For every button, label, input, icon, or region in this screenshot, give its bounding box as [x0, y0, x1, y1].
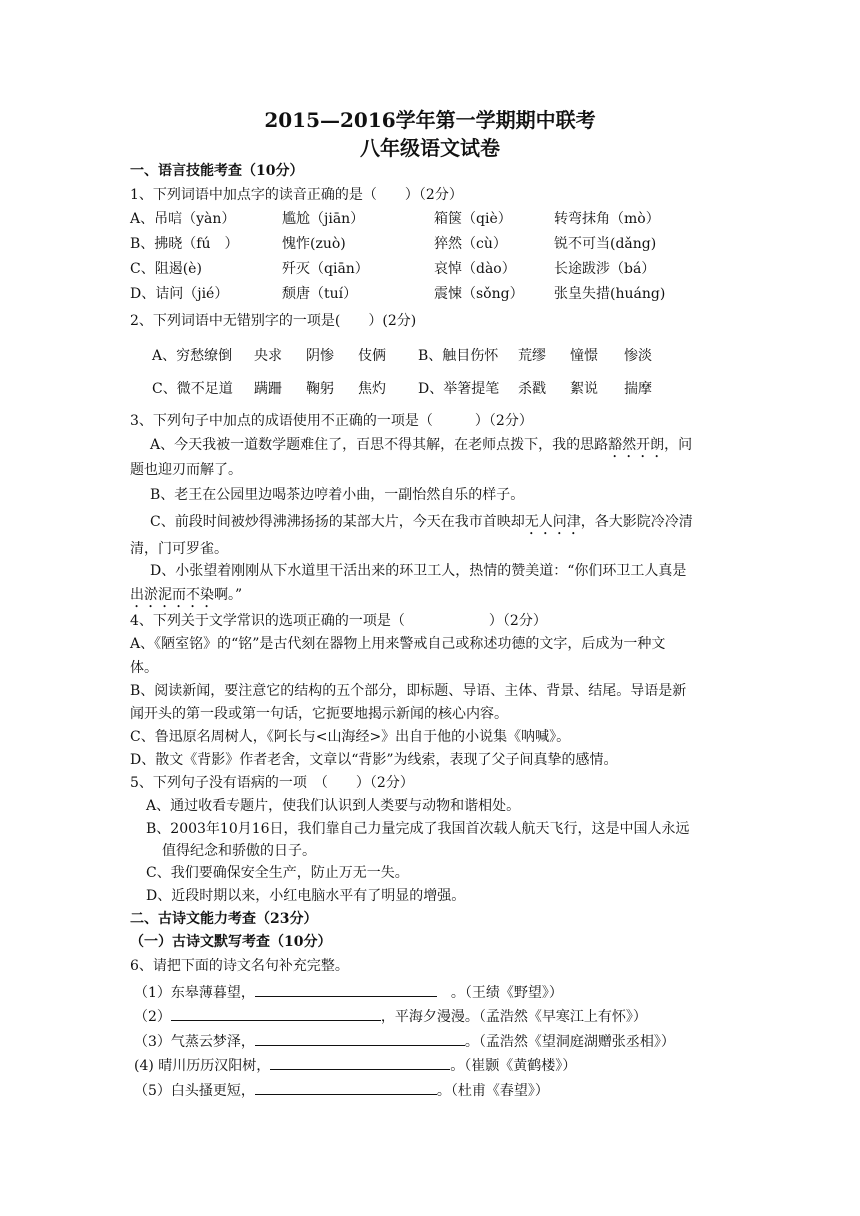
q1-d-option-3: 震悚（sǒng） [434, 286, 524, 302]
q1-d-option-1: D、诘问（jié） [130, 286, 229, 302]
q6-item-2-blank[interactable] [171, 1006, 381, 1021]
q6-item-5-source: 。（杜甫《春望》） [436, 1083, 549, 1099]
q1-b-option-3: 猝然（cù） [434, 236, 507, 252]
q2-r1-item-8: 惨淡 [624, 348, 652, 364]
q2-r2-item-7: 絮说 [570, 381, 598, 397]
q4-option-a-line-2: 体。 [130, 660, 158, 676]
q3-c-text-end: ，各大影院冷冷清 [580, 514, 693, 530]
q4-option-a-line-1: A、《陋室铭》的“铭”是古代刻在器物上用来警戒自己或称述功德的文字，后成为一种文 [130, 636, 666, 652]
q3-option-a-line-1 [150, 436, 692, 461]
q4-stem: 4、下列关于文学常识的选项正确的一项是（ ）（2分） [130, 613, 547, 629]
q2-r1-item-3: 阴惨 [306, 348, 334, 364]
q1-a-option-1: A、吊唁（yàn） [130, 211, 236, 227]
q6-item-1 [134, 982, 563, 1002]
q3-c-dotted-idiom: 无人问津 [524, 514, 581, 530]
q3-option-b: B、老王在公园里边喝茶边哼着小曲，一副怡然自乐的样子。 [150, 487, 525, 503]
q1-c-option-3: 哀悼（dào） [434, 261, 516, 277]
q1-d-option-4: 张皇失措(huáng) [554, 286, 666, 302]
q3-a-text-end: ，问 [664, 437, 693, 453]
q2-r2-item-5: D、举箸提笔 [418, 381, 500, 397]
q3-c-text: C、前段时间被炒得沸沸扬扬的某部大片，今天在我市首映却 [150, 514, 525, 530]
section-1-heading: 一、语言技能考查（10分） [130, 163, 304, 179]
q2-r2-item-1: C、微不足道 [152, 381, 233, 397]
q5-option-d: D、近段时期以来，小红电脑水平有了明显的增强。 [146, 888, 466, 904]
q1-a-option-4: 转弯抹角（mò） [554, 211, 660, 227]
q1-c-option-2: 歼灭（qiān） [282, 261, 369, 277]
q5-option-a: A、通过收看专题片，使我们认识到人类要与动物和谐相处。 [146, 798, 521, 814]
q2-r1-item-1: A、穷愁缭倒 [152, 348, 233, 364]
q6-item-3-blank[interactable] [255, 1031, 465, 1046]
q6-item-1-prompt: （1）东皋薄暮望， [134, 985, 255, 1001]
q2-r2-item-8: 揣摩 [624, 381, 652, 397]
exam-subtitle: 八年级语文试卷 [360, 136, 500, 160]
q6-item-4-blank[interactable] [270, 1055, 450, 1070]
q2-r2-item-2: 蹒跚 [254, 381, 282, 397]
q6-item-5-blank[interactable] [255, 1080, 437, 1095]
q2-r1-item-6: 荒缪 [518, 348, 546, 364]
q3-option-c-line-1 [150, 513, 693, 538]
q6-item-1-source: 。（王绩《野望》） [450, 985, 563, 1001]
q2-r1-item-4: 伎俩 [358, 348, 386, 364]
q2-r1-item-2: 央求 [254, 348, 282, 364]
q4-option-b-line-2: 闻开头的第一段或第一句话，它扼要地揭示新闻的核心内容。 [130, 706, 508, 722]
q3-stem: 3、下列句子中加点的成语使用不正确的一项是（ ）（2分） [130, 413, 533, 429]
q6-item-2-source: ，平海夕漫漫。（孟浩然《早寒江上有怀》） [380, 1009, 647, 1025]
q1-c-option-4: 长途跋涉（bá） [554, 261, 656, 277]
q3-a-text: A、今天我被一道数学题难住了，百思不得其解，在老师点拨下，我的思路 [150, 437, 609, 453]
q2-r2-item-3: 鞠躬 [306, 381, 334, 397]
q1-c-option-1: C、阻遏(è) [130, 261, 202, 277]
q6-item-3-source: 。（孟浩然《望洞庭湖赠张丞相》） [464, 1034, 675, 1050]
q3-option-d-line-1: D、小张望着刚刚从下水道里干活出来的环卫工人，热情的赞美道：“你们环卫工人真是 [150, 563, 687, 579]
q5-option-c: C、我们要确保安全生产，防止万无一失。 [146, 865, 409, 881]
q6-item-1-blank[interactable] [255, 982, 437, 997]
q1-stem: 1、下列词语中加点字的读音正确的是（ ）（2分） [130, 187, 463, 203]
q1-b-option-4: 锐不可当(dǎng) [554, 236, 657, 252]
q2-r2-item-4: 焦灼 [358, 381, 386, 397]
q6-item-4 [134, 1055, 576, 1075]
q2-r1-item-7: 憧憬 [570, 348, 598, 364]
q3-a-dotted-idiom: 豁然开朗 [608, 437, 665, 453]
q6-item-5-prompt: （5）白头搔更短， [134, 1083, 255, 1099]
q6-item-3 [134, 1031, 675, 1051]
q6-item-2-prompt: （2） [134, 1009, 171, 1025]
section-2-subheading: （一）古诗文默写考查（10分） [130, 934, 332, 950]
q4-option-d: D、散文《背影》作者老舍，文章以“背影”为线索，表现了父子间真挚的感情。 [130, 752, 618, 768]
q3-d-dotted-idiom: 出淤泥而不染 [130, 587, 214, 603]
q1-b-option-1: B、拂晓（fú ） [130, 236, 239, 252]
q3-option-c-line-2: 清，门可罗雀。 [130, 541, 228, 557]
q6-item-5 [134, 1080, 549, 1100]
q4-option-c: C、鲁迅原名周树人，《阿长与<山海经>》出自于他的小说集《呐喊》。 [130, 729, 571, 745]
q5-option-b-line-2: 值得纪念和骄傲的日子。 [162, 843, 316, 859]
section-2-heading: 二、古诗文能力考查（23分） [130, 911, 318, 927]
q5-stem: 5、下列句子没有语病的一项 （ ）（2分） [130, 775, 414, 791]
q6-stem: 6、请把下面的诗文名句补充完整。 [130, 958, 349, 974]
q5-option-b-line-1: B、2003年10月16日，我们靠自己力量完成了我国首次载人航天飞行，这是中国人永远 [146, 821, 690, 837]
exam-title: 2015—2016学年第一学期期中联考 [264, 108, 596, 132]
q2-r1-item-5: B、触目伤怀 [418, 348, 499, 364]
q1-d-option-2: 颓唐（tuí） [282, 286, 358, 302]
q3-option-a-line-2: 题也迎刃而解了。 [130, 462, 242, 478]
q6-item-4-source: 。（崔颢《黄鹤楼》） [450, 1058, 577, 1074]
q3-d-text-end: 啊。” [214, 587, 243, 603]
q6-item-2 [134, 1006, 647, 1026]
q4-option-b-line-1: B、阅读新闻，要注意它的结构的五个部分，即标题、导语、主体、背景、结尾。导语是新 [130, 683, 687, 699]
q1-a-option-2: 尴尬（jiān） [282, 211, 365, 227]
q2-r2-item-6: 杀戳 [518, 381, 546, 397]
q1-b-option-2: 愧怍(zuò) [282, 236, 346, 252]
q6-item-3-prompt: （3）气蒸云梦泽， [134, 1034, 255, 1050]
q6-item-4-prompt: (4) 晴川历历汉阳树， [134, 1058, 271, 1074]
q3-option-d-line-2 [130, 586, 242, 611]
q2-stem: 2、下列词语中无错别字的一项是( ）(2分) [130, 313, 417, 329]
q1-a-option-3: 箱箧（qiè） [434, 211, 512, 227]
